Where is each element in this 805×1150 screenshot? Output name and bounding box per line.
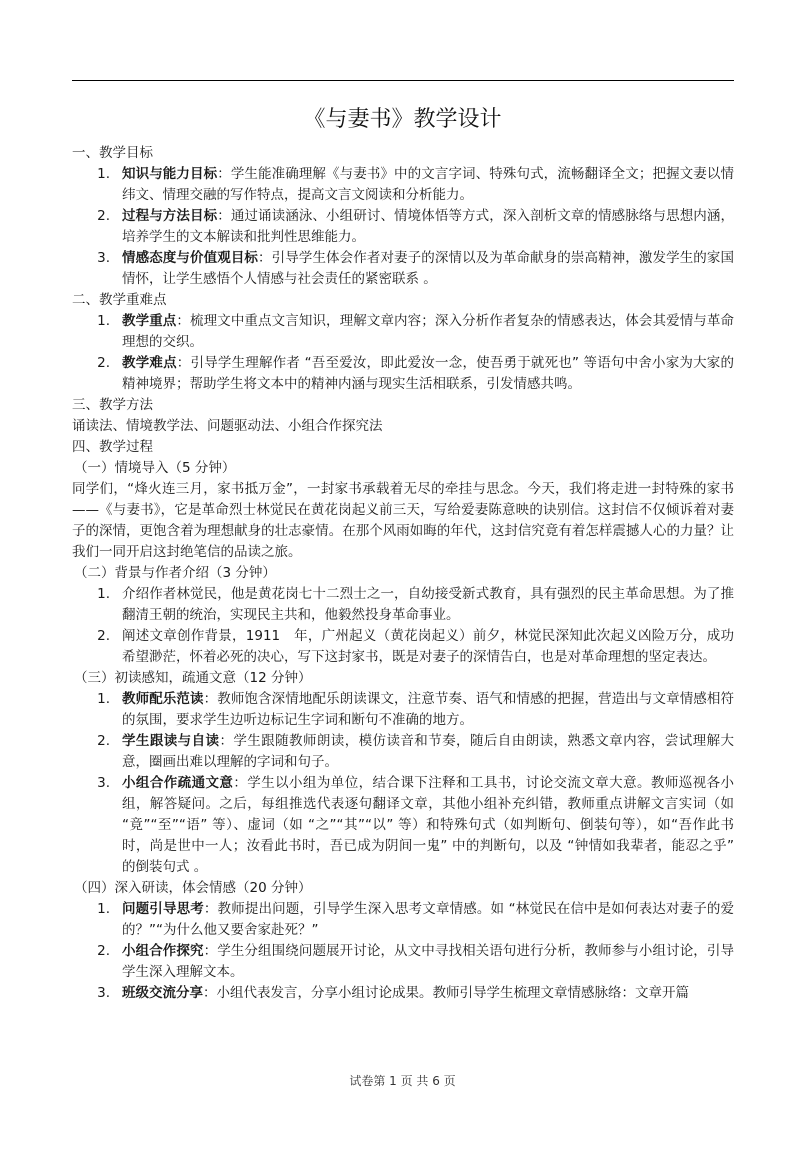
list-number: 2. xyxy=(97,628,110,644)
item-text: ：教师提出问题，引导学生深入思考文章情感。如 “林觉民在信中是如何表达对妻子的爱的？”“为什么他又要舍家赴死？” xyxy=(122,901,734,938)
list-item xyxy=(72,689,734,731)
section-heading-key-points: 二、教学重难点 xyxy=(72,292,167,308)
list-item xyxy=(72,584,734,626)
section-heading-process: 四、教学过程 xyxy=(72,439,153,455)
item-text: ：引导学生理解作者 “吾至爱汝，即此爱汝一念，使吾勇于就死也” 等语句中舍小家为大家的精神境界；帮助学生将文本中的精神内涵与现实生活相联系，引发情感共鸣。 xyxy=(122,355,734,392)
item-label: 问题引导思考 xyxy=(122,901,204,917)
methods-text: 诵读法、情境教学法、问题驱动法、小组合作探究法 xyxy=(72,418,383,434)
item-text: ：学生能准确理解《与妻书》中的文言字词、特殊句式，流畅翻译全文；把握文妻以情纬文、情理交融的写作特点，提高文言文阅读和分析能力。 xyxy=(122,166,735,203)
list-number: 2. xyxy=(97,943,110,959)
list-item xyxy=(72,941,734,983)
item-text: ：教师饱含深情地配乐朗读课文，注意节奏、语气和情感的把握，营造出与文章情感相符的氛围，要求学生边听边标记生字词和断句不准确的地方。 xyxy=(122,691,735,728)
item-text: ：学生跟随教师朗读，模仿读音和节奏，随后自由朗读，熟悉文章内容，尝试理解大意，圈画出难以理解的字词和句子。 xyxy=(122,733,735,770)
list-number: 1. xyxy=(97,901,110,917)
list-number: 2. xyxy=(97,733,110,749)
list-number: 1. xyxy=(97,586,110,602)
item-text: ：引导学生体会作者对妻子的深情以及为革命献身的崇高精神，激发学生的家国情怀，让学生感悟个人情感与社会责任的紧密联系 。 xyxy=(122,250,735,287)
item-label: 学生跟读与自读 xyxy=(122,733,220,749)
subsection-heading-background: （二）背景与作者介绍（3 分钟） xyxy=(74,565,276,581)
list-item xyxy=(72,164,734,206)
header-rule xyxy=(72,80,734,81)
item-label: 班级交流分享 xyxy=(122,985,203,1001)
list-item xyxy=(72,899,734,941)
list-number: 3. xyxy=(97,250,110,266)
item-label: 过程与方法目标 xyxy=(122,208,218,224)
subsection-heading-intro: （一）情境导入（5 分钟） xyxy=(74,460,236,476)
list-item xyxy=(72,983,734,1004)
list-number: 1. xyxy=(97,691,110,707)
item-label: 情感态度与价值观目标 xyxy=(122,250,259,266)
list-item xyxy=(72,731,734,773)
item-text: ：小组代表发言，分享小组讨论成果。教师引导学生梳理文章情感脉络：文章开篇 xyxy=(203,985,689,1001)
subsection-heading-first-reading: （三）初读感知，疏通文意（12 分钟） xyxy=(74,670,312,686)
list-number: 1. xyxy=(97,313,110,329)
item-label: 教师配乐范读 xyxy=(122,691,204,707)
item-label: 知识与能力目标 xyxy=(122,166,218,182)
item-label: 小组合作探究 xyxy=(122,943,204,959)
list-item xyxy=(72,626,734,668)
item-text: ：学生分组围绕问题展开讨论，从文中寻找相关语句进行分析，教师参与小组讨论，引导学生深入理解文本。 xyxy=(122,943,735,980)
section-heading-goals: 一、教学目标 xyxy=(72,145,153,161)
item-text: ：学生以小组为单位，结合课下注释和工具书，讨论交流文章大意。教师巡视各小组，解答疑问。之后，每组推选代表逐句翻译文章，其他小组补充纠错，教师重点讲解文言实词（如 “竟”“至”“语” 等）、虚词（如 “之”“其”“以” 等）和特殊句式（如判断句、倒装句等），如“吾作此书时，尚是世中一人；汝看此书时，吾已成为阴间一鬼” 中的判断句，以及 “钟情如我辈者，能忍之乎” 的倒装句式 。 xyxy=(122,775,735,875)
list-item xyxy=(72,353,734,395)
subsection-heading-deep-reading: （四）深入研读，体会情感（20 分钟） xyxy=(74,880,312,896)
page-footer: 试卷第 1 页 共 6 页 xyxy=(349,1074,456,1088)
item-label: 小组合作疏通文意 xyxy=(122,775,234,791)
list-item xyxy=(72,773,734,878)
list-number: 3. xyxy=(97,985,110,1001)
document-body xyxy=(72,143,734,1004)
intro-paragraph: 同学们，“烽火连三月，家书抵万金”，一封家书承载着无尽的牵挂与思念。今天，我们将走进一封特殊的家书 ——《与妻书》，它是革命烈士林觉民在黄花岗起义前三天，写给爱妻陈意映的诀别信。这封信不仅倾诉着对妻子的深情，更饱含着为理想献身的壮志豪情。在那个风雨如晦的年代，这封信究竟有着怎样震撼人心的力量？让我们一同开启这封绝笔信的品读之旅。 xyxy=(72,481,734,560)
list-item xyxy=(72,206,734,248)
section-heading-methods: 三、教学方法 xyxy=(72,397,153,413)
list-item xyxy=(72,311,734,353)
list-number: 3. xyxy=(97,775,110,791)
list-number: 2. xyxy=(97,208,110,224)
list-number: 1. xyxy=(97,166,110,182)
list-number: 2. xyxy=(97,355,110,371)
item-label: 教学难点 xyxy=(122,355,177,371)
item-text: ：梳理文中重点文言知识，理解文章内容；深入分析作者复杂的情感表达，体会其爱情与革命理想的交织。 xyxy=(122,313,735,350)
item-text: ：通过诵读涵泳、小组研讨、情境体悟等方式，深入剖析文章的情感脉络与思想内涵，培养学生的文本解读和批判性思维能力。 xyxy=(122,208,735,245)
item-text: 阐述文章创作背景，1911 年，广州起义（黄花岗起义）前夕，林觉民深知此次起义凶险万分，成功希望渺茫，怀着必死的决心，写下这封家书，既是对妻子的深情告白，也是对革命理想的坚定表达。 xyxy=(122,628,734,665)
item-text: 介绍作者林觉民，他是黄花岗七十二烈士之一，自幼接受新式教育，具有强烈的民主革命思想。为了推翻清王朝的统治，实现民主共和，他毅然投身革命事业。 xyxy=(122,586,734,623)
item-label: 教学重点 xyxy=(122,313,177,329)
document-title: 《与妻书》教学设计 xyxy=(303,107,502,132)
list-item xyxy=(72,248,734,290)
